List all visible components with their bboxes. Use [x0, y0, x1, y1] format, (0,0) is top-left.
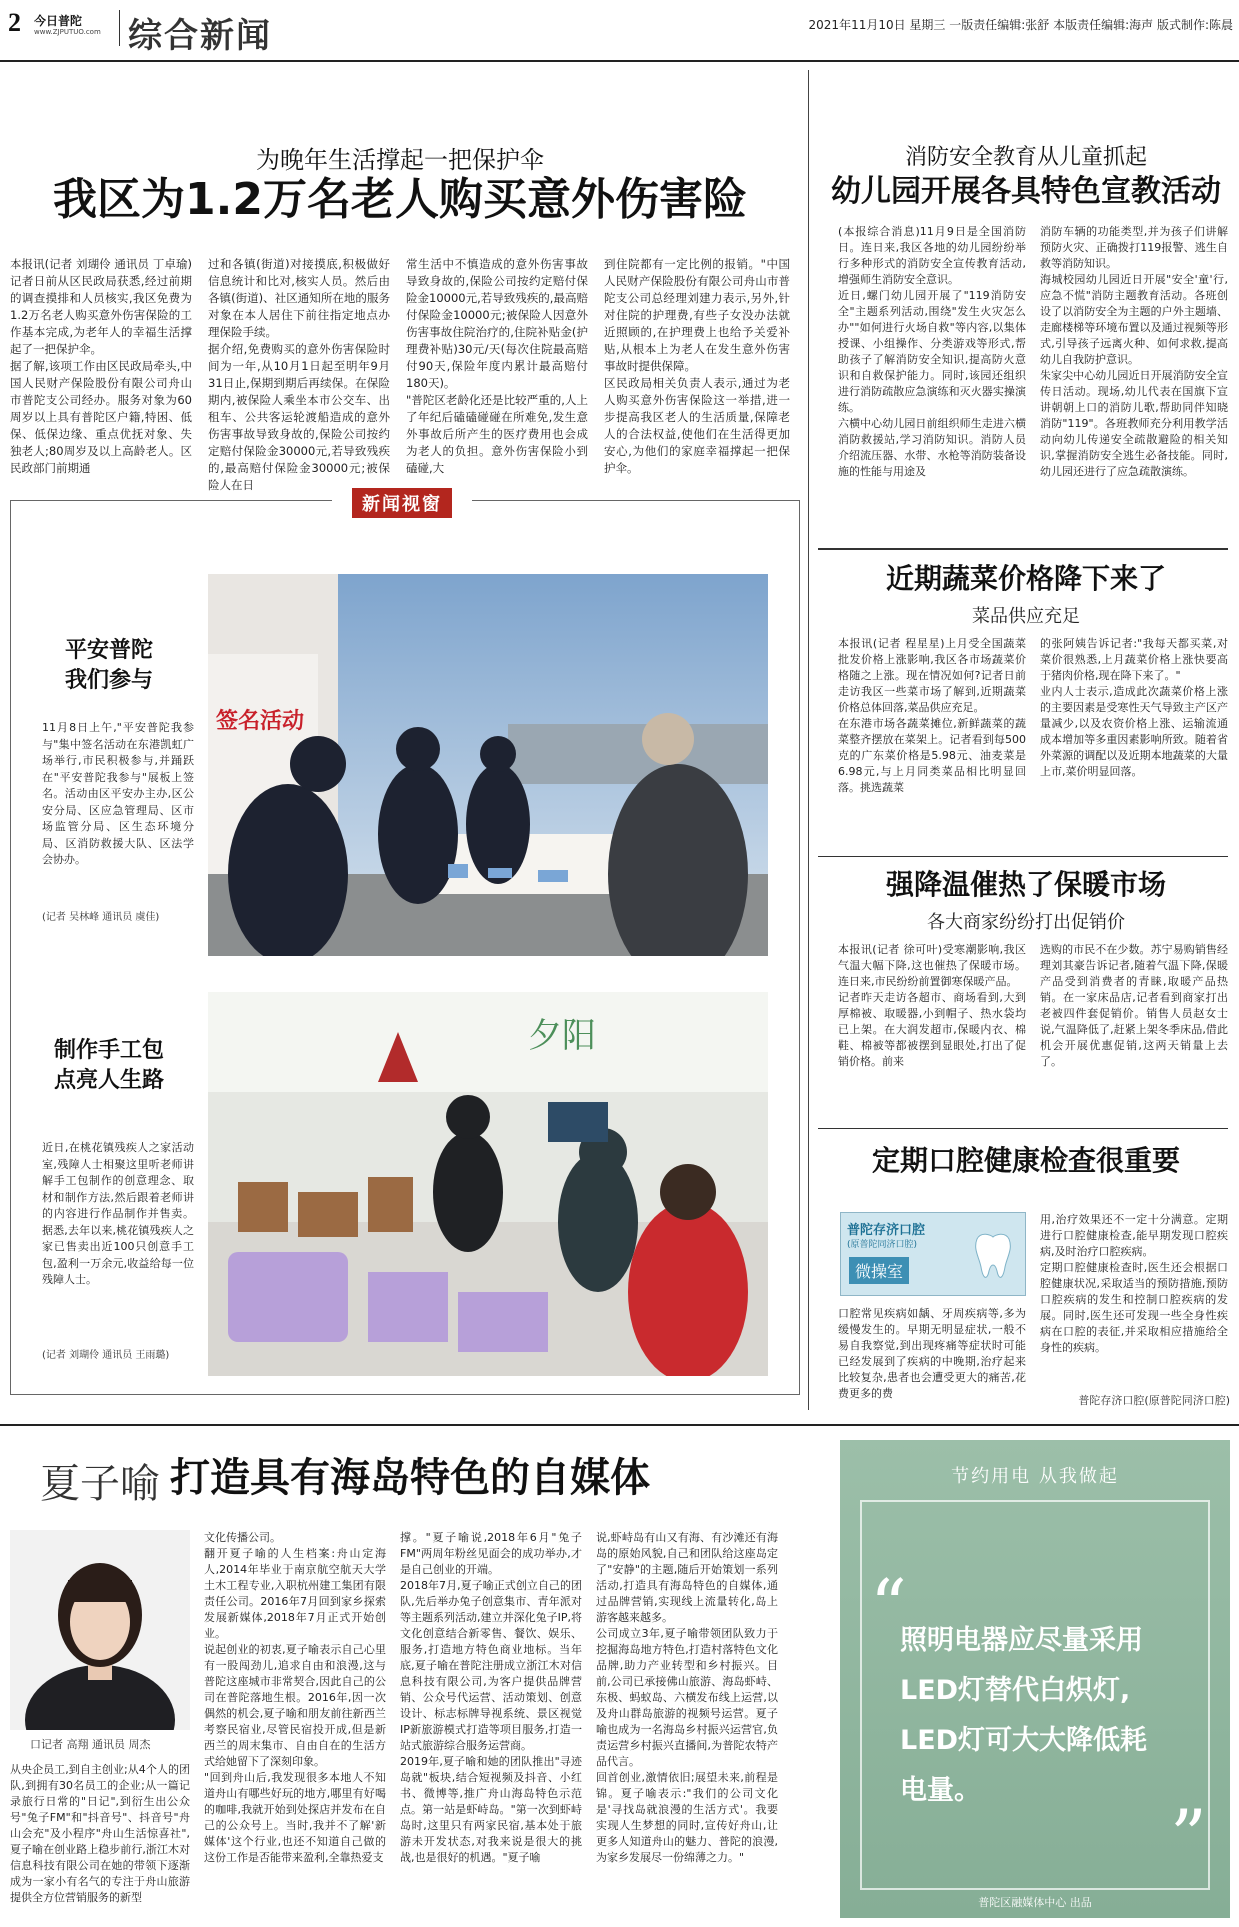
- section-title: 综合新闻: [128, 16, 272, 56]
- energy-saving-psa: [840, 1440, 1230, 1918]
- article-column-2: 的张阿姨告诉记者:"我每天都买菜,对菜价很熟悉,上月蔬菜价格上涨快要高于猪肉价格,现在降下来了。" 业内人士表示,造成此次蔬菜价格上涨的主要因素是受寒性天气导致主产区产量减少,以及农资价格上涨、运输流通成本增加等多重因素影响所致。随着省外菜源的调配以及近期本地蔬菜的大量上市,菜价明显回落。: [1040, 637, 1228, 778]
- photo-credit: (记者 吴林峰 通讯员 虞佳): [42, 912, 160, 923]
- photo-story-text: 11月8日上午,"平安普陀我参与"集中签名活动在东港凯虹广场举行,市民积极参与,并踊跃在"平安普陀我参与"展板上签名。活动由区平安办主办,区公安分局、区应急管理局、区市场监管分局、区生态环境分局、区消防救援大队、区法学会协办。: [42, 721, 194, 866]
- masthead: [0, 0, 1239, 60]
- photo-story-text: 近日,在桃花镇残疾人之家活动室,残障人士相聚这里听老师讲解手工包制作的创意理念、取材和制作方法,然后跟着老师讲的内容进行作品制作并售卖。据悉,去年以来,桃花镇残疾人之家已售卖出近100只创意手工包,盈利一万余元,收益给每一位残障人士。: [42, 1141, 194, 1286]
- psa-footer: 普陀区融媒体中心 出品: [978, 1896, 1092, 1909]
- signing-board-text: 签名活动: [216, 709, 305, 734]
- article-column-4: 到住院都有一定比例的报销。"中国人民财产保险股份有限公司舟山市普陀支公司总经理刘建力表示,另外,针对住院的护理费,有些子女没办法就近照顾的,在护理费上也给予关爱补贴,从根本上为老人在发生意外伤害事故时提供保障。 区民政局相关负责人表示,通过为老人购买意外伤害保险这一举措,进一步提高我区老人的生活质量,保障老人的合法权益,使他们在生活得更加安心,为他们的家庭幸福撑起一把保护伞。: [604, 257, 790, 475]
- article-kicker: 为晚年生活撑起一把保护伞: [256, 146, 544, 174]
- article-subhead: 各大商家纷纷打出促销价: [927, 912, 1125, 933]
- portrait-caption: 口记者 高翔 通讯员 周杰: [30, 1738, 151, 1751]
- article-column-1: 本报讯(记者 刘瑚伶 通讯员 丁卓瑜)记者日前从区民政局获悉,经过前期的调查摸排和人员核实,我区免费为1.2万名老人购买意外伤害保险的工作基本完成,为老年人的幸福生活撑起了一把保护伞。 据了解,该项工作由区民政局牵头,中国人民财产保险股份有限公司舟山市普陀支公司经办。服务对象为60周岁以上具有普陀区户籍,特困、低保、低保边缘、重点优抚对象、失独老人;80周岁及以上高龄老人。区民政部门前期通: [10, 257, 192, 475]
- photo-story-title: [24, 1036, 194, 1096]
- portrait-figure: [10, 1530, 190, 1730]
- portrait-photo: [10, 1530, 190, 1730]
- article-headline: 近期蔬菜价格降下来了: [885, 562, 1166, 595]
- psa-line: LED灯可大大降低耗: [900, 1725, 1148, 1756]
- psa-line: 照明电器应尽量采用: [900, 1625, 1143, 1656]
- article-headline: 定期口腔健康检查很重要: [871, 1144, 1180, 1177]
- article-column-2: 消防车辆的功能类型,并为孩子们讲解预防火灾、正确拨打119报警、逃生自救等消防知识。 海城校园幼儿园近日开展"安全'童'行,应急不慌"消防主题教育活动。各班创设了以消防安全为主题的户外主题墙、走廊楼梯等环境布置以及通过视频等形式,引导孩子远离火种、如何求救,提高幼儿自我防护意识。 朱家尖中心幼儿园近日开展消防安全宣传日活动。现场,幼儿代表在国旗下宣讲朝朝上口的消防儿歌,帮助同伴知晓消防"119"。各班教师充分利用教学活动向幼儿传递安全疏散避险的相关知识,掌握消防安全逃生必备技能。同时,幼儿园还进行了应急疏散演练。: [1040, 225, 1228, 478]
- photo-signing-scene: [208, 574, 768, 956]
- dental-ad-subtitle: (原普陀同济口腔): [847, 1240, 918, 1250]
- dateline: 2021年11月10日 星期三 一版责任编辑:张舒 本版责任编辑:海声 版式制作:陈晨: [808, 18, 1233, 32]
- article-headline: 打造具有海岛特色的自媒体: [170, 1455, 650, 1501]
- psa-line: LED灯替代白炽灯,: [900, 1675, 1131, 1706]
- paper-name-logo: 今日普陀: [34, 14, 83, 28]
- title-line: 点亮人生路: [53, 1068, 164, 1093]
- article-column-1: 本报讯(记者 徐可叶)受寒潮影响,我区气温大幅下降,这也催热了保暖市场。连日来,市民纷纷前置御寒保暖产品。 记者昨天走访各超市、商场看到,大到厚棉被、取暖器,小到帽子、热水袋均已上架。在大润发超市,保暖内衣、棉鞋、棉被等都被摆到显眼处,打出了促销价格。前来: [838, 943, 1026, 1068]
- news-window-label: 新闻视窗: [352, 488, 452, 518]
- psa-top-slogan: 节约用电 从我做起: [951, 1466, 1119, 1487]
- title-line: 平安普陀: [64, 638, 153, 663]
- article-headline: 我区为1.2万名老人购买意外伤害险: [53, 174, 747, 225]
- article-column-3: 撑。"夏子喻说,2018年6月"兔子FM"两周年粉丝见面会的成功举办,才是自己创业的开端。 2018年7月,夏子喻正式创立自己的团队,先后举办兔子创意集市、青年派对等主题系列活动,建立并深化兔子IP,将文化创意结合新零售、餐饮、娱乐、服务,打造地方特色商业地标。当年底,夏子喻在普陀注册成立浙江木对信息科技有限公司,为客户提供品牌营销、公众号代运营、活动策划、创意设计、标志标牌导视系统、景区视觉IP新旅游模式打造等项目服务,打造一站式旅游综合服务运营商。 2019年,夏子喻和她的团队推出"寻迹岛就"板块,结合短视频及抖音、小红书、微博等,推广舟山海岛特色示范点。第一站是虾峙岛。"第一次到虾峙岛时,这里只有两家民宿,基本处于旅游未开发状态,对我来说是很大的挑战,也是很好的机遇。"夏子喻: [400, 1531, 582, 1864]
- article-column-4: 说,虾峙岛有山又有海、有沙滩还有海岛的原始风貌,自己和团队给这座岛定了"安静"的主题,随后开始策划一系列活动,打造具有海岛特色的自媒体,通过品牌营销,实现线上流量转化,岛上游客越来越多。 公司成立3年,夏子喻带领团队致力于挖掘海岛地方特色,打造村落特色文化品牌,助力产业转型和乡村振兴。目前,公司已承接佛山旅游、海岛虾峙、东极、蚂蚁岛、六横发布线上运营,以及舟山群岛旅游的视频号运营。夏子喻也成为一名海岛乡村振兴运营官,负责运营乡村振兴直播间,为普陀农特产品代言。 回首创业,激情依旧;展望未来,前程是锦。夏子喻表示:"我们的公司文化是'寻找岛就浪漫的生活方式'。我要实现人生梦想的同时,宣传好舟山,让更多人知道舟山的魅力、普陀的浪漫,为家乡发展尽一份绵薄之力。": [596, 1531, 778, 1864]
- psa-line: 电量。: [900, 1775, 981, 1806]
- article-column-1: 口腔常见疾病如龋、牙周疾病等,多为缓慢发生的。早期无明显症状,一般不易自我察觉,到出现疼痛等症状时可能已经发展到了疾病的中晚期,治疗起来比较复杂,患者也会遭受更大的痛苦,花费更多的费: [838, 1307, 1026, 1400]
- page-number: 2: [8, 8, 21, 37]
- wall-sign-text: 夕阳: [528, 1016, 596, 1056]
- title-line: 我们参与: [64, 668, 153, 693]
- psa-message: [900, 1616, 1210, 1816]
- article-credit: 普陀存济口腔(原普陀同济口腔): [1078, 1394, 1230, 1407]
- paper-url: www.ZJPUTUO.com: [34, 28, 101, 36]
- article-subhead: 菜品供应充足: [972, 606, 1080, 627]
- article-column-1: 本报讯(记者 程星星)上月受全国蔬菜批发价格上涨影响,我区各市场蔬菜价格随之上涨。现在情况如何?记者日前走访我区一些菜市场了解到,近期蔬菜价格总体回落,菜品供应充足。 在东港市场各蔬菜摊位,新鲜蔬菜的蔬菜整齐摆放在菜架上。记者看到每500克的广东菜价格是5.98元、油麦菜是6.98元,与上月同类菜品相比明显回落。挑选蔬菜: [838, 637, 1026, 794]
- article-headline: 幼儿园开展各具特色宣教活动: [831, 174, 1221, 209]
- dental-ad-tag: 微操室: [849, 1257, 909, 1284]
- photo-credit: (记者 刘瑚伶 通讯员 王雨璐): [42, 1350, 170, 1361]
- article-column-1: (本报综合消息)11月9日是全国消防日。连日来,我区各地的幼儿园纷纷举行多种形式的消防安全宣传教育活动,增强师生消防安全意识。 近日,螺门幼儿园开展了"119消防安全"主题系列活动,围绕"发生火灾怎么办""如何进行火场自救"等内容,以集体授课、小组操作、分类游戏等形式,帮助孩子了解消防安全知识,提高防火意识和自救保护能力。同时,该园还组织进行消防疏散应急演练和灭火器实操演练。 六横中心幼儿园日前组织师生走进六横消防救援站,学习消防知识。消防人员介绍流压器、水带、水枪等消防装备设施的性能与用途及: [838, 225, 1026, 478]
- close-quote-icon: ”: [1170, 1794, 1207, 1878]
- article-column-1: 从央企员工,到自主创业;从4个人的团队,到拥有30名员工的企业;从一篇记录旅行日常的"日记",到衍生出公众号"兔子FM"和"抖音号"、抖音号"舟山会充"及小程序"舟山生活惊喜社",夏子喻在创业路上稳步前行,浙江木对信息科技有限公司在她的带领下逐渐成为一家小有名气的专注于舟山旅游提供全方位营销服务的新型: [10, 1763, 190, 1904]
- article-headline: 强降温催热了保暖市场: [885, 868, 1166, 901]
- article-column-2: 文化传播公司。 翻开夏子喻的人生档案:舟山定海人,2014年毕业于南京航空航天大学土木工程专业,入职杭州建工集团有限责任公司。2016年7月回到家乡探索发展新媒体,2018年7月正式开始创业。 说起创业的初衷,夏子喻表示自己心里有一股闯劲儿,追求自由和浪漫,这与普陀这座城市非常契合,因此自己的公司在普陀落地生根。2016年,因一次偶然的机会,夏子喻和朋友前往新西兰考察民宿业,尽管民宿投开成,但是新西兰的周末集市、自由自在的生活方式给她留下了深刻印象。 "回到舟山后,我发现很多本地人不知道舟山有哪些好玩的地方,哪里有好喝的咖啡,我就开始到处探店并发布在自己的公众号上。当时,我并不了解'新媒体'这个行业,也还不知道自己做的这份工作是否能带来盈利,全靠热爱支: [204, 1531, 386, 1864]
- article-column-3: 常生活中不慎造成的意外伤害事故导致身故的,保险公司按约定赔付保险金10000元,若导致残疾的,最高赔付保险金10000元;被保险人因意外伤害事故住院治疗的,住院补贴金(护理费补贴)30元/天(每次住院最高赔付90天,保险年度内累计最高赔付180天)。 "普陀区老龄化还是比较严重的,人上了年纪后磕磕碰碰在所难免,发生意外事故后所产生的医疗费用也会成为老人的负担。意外伤害保险小到磕碰,大: [406, 257, 588, 475]
- article-column-2: 用,治疗效果还不一定十分满意。定期进行口腔健康检查,能早期发现口腔疾病,及时治疗口腔疾病。 定期口腔健康检查时,医生还会根据口腔健康状况,采取适当的预防措施,预防口腔疾病的发生和控制口腔疾病的发展。同时,医生还可发现一些全身性疾病在口腔的表征,并采取相应措施给全身性的疾病。: [1040, 1213, 1228, 1354]
- photo-handcraft-scene: [208, 992, 768, 1376]
- photo-story-title: [24, 636, 194, 696]
- open-quote-icon: “: [870, 1564, 907, 1648]
- article-column-2: 选购的市民不在少数。苏宁易购销售经理刘其豪告诉记者,随着气温下降,保暖产品受到消费者的青睐,取暖产品热销。在一家床品店,记者看到商家打出老被四件套促销价。销售人员赵女士说,气温降低了,赶紧上架冬季床品,借此机会开展优惠促销,这两天销量上去了。: [1040, 943, 1228, 1068]
- article-person-name: 夏子喻: [40, 1461, 160, 1507]
- tooth-icon: [971, 1231, 1015, 1283]
- dental-ad-image: [840, 1212, 1026, 1296]
- photo-signing-event: [208, 574, 768, 956]
- photo-handcraft-workshop: [208, 992, 768, 1376]
- article-kicker: 消防安全教育从儿童抓起: [904, 145, 1147, 170]
- title-line: 制作手工包: [53, 1038, 164, 1063]
- news-window-logo: [332, 488, 472, 514]
- article-column-2: 过和各镇(街道)对接摸底,积极做好信息统计和比对,核实人员。然后由各镇(街道)、社区通知所在地的服务对象在本人居住下前往指定地点办理保险手续。 据介绍,免费购买的意外伤害保险时间为一年,从10月1日起至明年9月31日止,保期到期后再续保。在保险期内,被保险人乘坐本市公交车、出租车、公共客运轮渡船造成的意外伤害事故导致身故的,保险公司按约定赔付保险金30000元,若导致残疾的,最高赔付保险金30000元;被保险人在日: [208, 257, 390, 492]
- dental-ad-title: 普陀存济口腔: [847, 1223, 926, 1238]
